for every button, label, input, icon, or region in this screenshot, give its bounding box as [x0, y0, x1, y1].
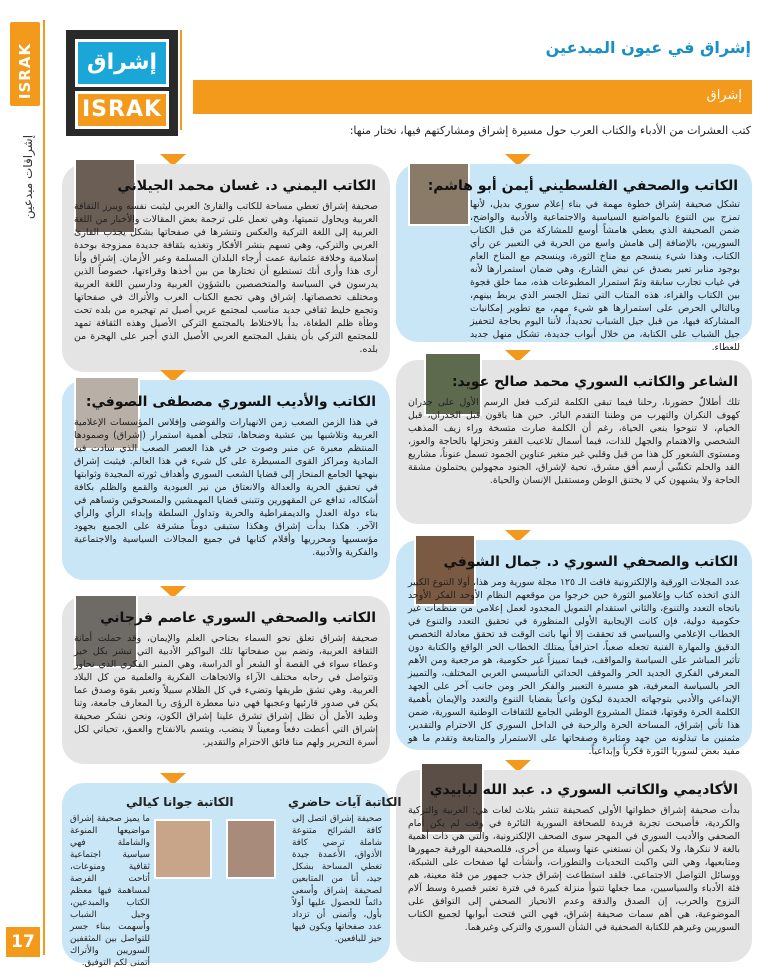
header-divider [180, 30, 182, 130]
portrait-photo [154, 819, 212, 879]
card-body: تشكل صحيفة إشراق خطوة مهمة في بناء إعلام سوري بديل، لأنها تمزج بين التنوع بالمواضيع السياسية والاجتماعية والأدبية والواضح، ضمن الصحيفة الذي يعطي هامشاً أوسع للمشاركة من قبل الكتاب السوريين، بالإضافة إلى هامش واسع من الحرية في التعبير عن رأي الكتاب، وهذا شيء ينسجم مع مناخ الثورة، وينسجم مع المناخ العام بوجود منابر تعبر بصدق عن نبض الشارع، وهي ضمان استمرارها لأنه في غياب تجارب سابقة وتمّ استمرار المطبوعات هذه، مما خلق فجوة بين الكتاب والقراء، هذه المتاب التي تمثل الجسر الذي يربط بينهم، وبالتالي الحرص على استمرارها هو شيء مهم، مع تطوير إمكانيات المشاركة فيها، من قبل جيل الشباب تحديداً، لأننا اليوم بحاجة لتحفيز جيل الشباب على الكتابة، من خلال أبواب جديدة، تشكل منهل جديد للعطاء. [470, 199, 740, 353]
card-body: صحيفة إشراق تعلق نحو السماء بجناحي العلم والإيمان، وقد حملت أمانة الثقافة العربية، وتضم بين صفحاتها تلك البواكير الأدبية التي تبشر بكل خير وعطاء سواء في القصة أو الشعر أو الدراسة، وهي المنبر الفكري الذي تحاور وتتواصل في رحابه مختلف الآراء والاتجاهات الفكرية والعلمية من كل البلاد العربية. وهي تشق طريقها وتضيء في كل الظلام سبيلاً وتعبر بقوة وصدق عما يكن في صدور قارئيها وعجبها فهي دنيا معطرة الرؤى ريا المعارف جامعة، وتنا وطيد الأمل أن تظل إشراق تشرق علينا إشراق الكون، ونحن نشكر صحيفة إشراق التي أعطت دفعاً ومعيناً لا ينضب، ويتسم بالانفتاح والعمق، تحياتي لكل أسرة التحرير ولهم منا فائق الاحترام والتقدير. [74, 633, 378, 748]
card-body: تلك أطلالٌ حضورنا، رحلنا فيما تبقى الكلمة لتركب فعل الرسم الأول على جدران كهوف النكران والتهرب من وطننا التقدم البائر. حين هنا ياقون قبل الجدران، قبل الخيام، لا تنوحوا بنعي الحياة، رغم أن الكلمة صارت متسخة وراء زيف المذهب الشخصي والاهتمام والجهل للذات، فيما أسمال تلاعيب الفقر وتحزلها بالحاجة والعوز، ومستوى الشعور كل هذا من قبل وقلبي غير متغير عناوين الجمود تسمل عنوناً، مشاريع القد والحلم تكشّي أرسم أفق مشرق. تحية لإشراق، الجنود مجهولين يحتملون مشقة الحاجة ولا يشبهون كي لا يختنق الوطن ومستقبل الإنسان والحياة. [408, 397, 740, 486]
logo-arabic: إشراق [75, 39, 169, 87]
testimonial-card [62, 596, 390, 764]
card-body-continued [408, 226, 740, 338]
card-title: الشاعر والكاتب السوري محمد صالح عويد: [451, 374, 738, 390]
testimonial-card-pair [62, 783, 402, 968]
card-title: الكاتب اليمني د. غسان محمد الجيلاني [117, 178, 376, 194]
card-body: عدد المجلات الورقية والإلكترونية فاقت الـ ١٢٥ مجلة سورية ومر هذا، أولا التنوع الكبير الذي اتخذه كتاب وإعلاميو الثورة حين خرجوا من موقعهم النظام الأوحد الفكر الأوحد باتجاه التعدد والتنوع، والثاني استقدام التمويل المجدود لعمل إعلامي من منظمات غير حكومية دولية، فإن كانت الإيجابية الأولى المنظورة في تحقيق التعدد والتنوع في الخطاب الإعلامي والسياسي قد تحققت إلا أنها باتت الوقت قد تحقق معادلة التخصص الدقيق والمهارة الفنية تجعله صعباً، احترافياً يمتلك الخطاب الحر الواقع والكتابة دون تأثير المباشر على السياسة والمواقف، فيما تمييزاً غير حكومية، هو مرجعية ومن الأهم المعرفي الفكري الجديد الحر والموقف الحداثي التأسيسي العربي المختلف، والتمييز الحر بالسياسة المعرفية، هو مسيرة التعبير والفكر الحر ومن جانب آخر على الجهد الإبداعي والأدبي بتوجهاته الجديدة ليكون واعياً بقضايا التنوع والتعدد والإيمان بأهمية الكلمة الحرة وقوتها، فتمثل المشروع الوطني الجامع للثقافات الوطنية السورية، ضمن هذا تأتي إشراق، المساحة الحرة والرحبة في الداخل السوري كل الاحترام والتقدير، مثمنين ما تبذلونه من جهد ومثابرة وصفحاتها على الاستمرار والمتابعة وتقدم ما هو مفيد بعض لسوريا الثورة فكرياً وإبداعياً. [408, 577, 740, 757]
testimonial-card [62, 164, 390, 372]
testimonial-card [62, 380, 390, 580]
side-section-label [6, 110, 44, 250]
page-number: 17 [6, 927, 40, 957]
testimonial-card [396, 360, 752, 524]
portrait-photo [408, 162, 470, 226]
card-title: الكاتبة جوانا كيالي [126, 795, 234, 809]
intro-text: كتب العشرات من الأدباء والكتاب العرب حول مسيرة إشراق ومشاركتهم فيها، نختار منها: [349, 124, 751, 137]
card-title: الأكاديمي والكاتب السوري د. عبد الله لبابيدي [429, 782, 738, 798]
card-body: صحيفة إشراق اتصل إلى كافة الشرائح متنوعة شاملة ترضي كافة الأذواق، الأعمدة جيدة تغطي المساحة بشكل جيد، أنا من المتابعين لصحيفة إشراق وأسعى دائماً للحصول عليها أولاً بأول، وأتمنى أن تزداد عدد صفحاتها ويكون فيها حيز للبافعين. [292, 814, 382, 944]
card-title: الكاتب والصحفي الفلسطيني أيمن أبو هاشم: [427, 178, 738, 194]
masthead-logo [66, 30, 178, 136]
card-title: الكاتبة آيات حاضري [288, 795, 402, 809]
testimonial-card [396, 164, 752, 353]
testimonial-card [396, 540, 752, 757]
side-logo [10, 22, 40, 106]
testimonial-card [396, 770, 752, 962]
page-title: إشراق في عيون المبدعين [545, 38, 751, 57]
card-body: بدأت صحيفة إشراق خطواتها الأولى كصحيفة تنشر بثلاث لغات هي: العربية والتركية والكردية، فأصبحت تجربة فريدة للصحافة السورية الثائرة في وقت لم يكن أمام الصحفي والأديب السوري في المهجر سوى الصحف الإلكترونية، والتي هي ذات أهمية بالغة لا ننكرها، ولا يكمن أن نستغني عنها وسيلة من أخرى، فللصحيفة الورقية جمهورها ومتابعيها، وهي التي واكبت التحديات والتطورات، وأنشأت لها صفحات على الشبكة، ووسائل التواصل الاجتماعي. فلقد استطاعت إشراق جذب جمهور من فئة معينة، هم فئة الأدباء والسياسيين، مما جعلها تتبوأ منزلة كبيرة في فترة تعتبر قصيرة وسط آلام النزوح والحرب، إن الصدق والدقة وعدم الانحياز الصحفي إلى التوافق على الموضوعية، هي أهم سمات صحيفة إشراق، فهي التي فتحت أبوابها لجميع الكتاب السوريين وغيرهم للكتابة الصحفية في الشأن السوري والتركي وغيرهما. [408, 805, 740, 933]
section-bar [193, 80, 752, 114]
section-bar-label: إشراق [706, 88, 742, 103]
portrait-photo [226, 819, 276, 879]
card-title: الكاتب والأديب السوري مصطفى الصوفي: [85, 394, 376, 410]
card-title: الكاتب والصحفي السوري عاصم فرجاني [100, 610, 376, 626]
card-body: في هذا الزمن الصعب زمن الانهيارات والفوضى وإفلاس المؤسسات الإعلامية العربية وتلاشيها بين عشية وضحاها، تتجلى أهمية استمرار (إشراق) وصمودها المنتظم معبرة عن منبر وصوت حر في هذا العصر الصعب الذي سادت فيه المادية ومراكز القوى المسيطرة على كل شيء في هذا العالم. فيثبت إشراق بنهجها الجامع المنحاز إلى قضايا الشعب السوري وأهداف ثورته المجيدة وثوابتها في تحقيق الحرية والعدالة والانعتاق من نير العبودية والقمع والظلم بكافة أشكاله، تدافع عن المقهورين وتتبنى قضايا المهمشين والمسحوقين وتساهم في بناء دولة العدل والديمقراطية والحرية وتداول السلطة وإبداء الرأي والرأي الآخر. هكذا بدأت إشراق وهكذا ستبقى دوماً مشرقة على الجميع بجهود مؤسسيها ومحرريها وأقلام كتابها في جميع المجالات السياسية والاجتماعية والفكرية والأدبية. [74, 417, 378, 558]
card-body: ما يميز صحيفة إشراق مواضيعها المنوعة والشاملة فهي سياسية اجتماعية ثقافية ومنوعات، أتاحت الفرصة لمساهمة فيها معظم الكتاب والمبدعين، وجيل الشباب وأسهمت ببناء جسر للتواصل بين المثقفين السوريين والأتراك أتمنى لكم التوفيق. [70, 814, 150, 968]
card-body: صحيفة إشراق تعطي مساحة للكاتب والقارئ العربي ليثبت نفسه ويبرز الثقافة العربية ويحاول تنميتها، وهي تعمل على ترجمة بعض المقالات والأخبار من اللغة العربية إلى اللغة التركية والعكس وتنشرها في صفحاتها بشكل يجذب القارئ العربي والتركي، وهي تسهم بنشر الأفكار وتغذيه بثقافة جديدة ممزوجة بوحدة إسلامية وخلافة عثمانية عمت أرجاء البلدان المسلمة وعبر الأزمان. إشراق وأنا أرى هذا وأرى أنك تستطيع أن تختارها من بين أخذها وقراءتها، خصوصاً الذين يدرسون في السياسة والمتخصصين بالشؤون العربية ودارسين اللغة العربية ومختلف تخصصاتها. إشراق وهي تجمع الكتاب العرب والأتراك في صفحاتها وتجمع خليط ثقافي جديد مناسب لمجتمع عربي أصيل تم تهجيره من بلده تحت وطأة ظلم الطغاة، بدأ بالاختلاط بالمجتمع التركي الأصيل وهذه الثقافة تمهد للمجتمع التركي بأن يتقبل المجتمع العربي الأصيل الذي أجبر على الهجرة من بلده. [74, 201, 378, 355]
card-title: الكاتب والصحفي السوري د. جمال الشوفي [443, 554, 738, 570]
side-section-text: إشراقات مبدعين [21, 134, 35, 220]
logo-latin: ISRAK [75, 91, 169, 129]
side-logo-text: ISRAK [16, 42, 34, 100]
